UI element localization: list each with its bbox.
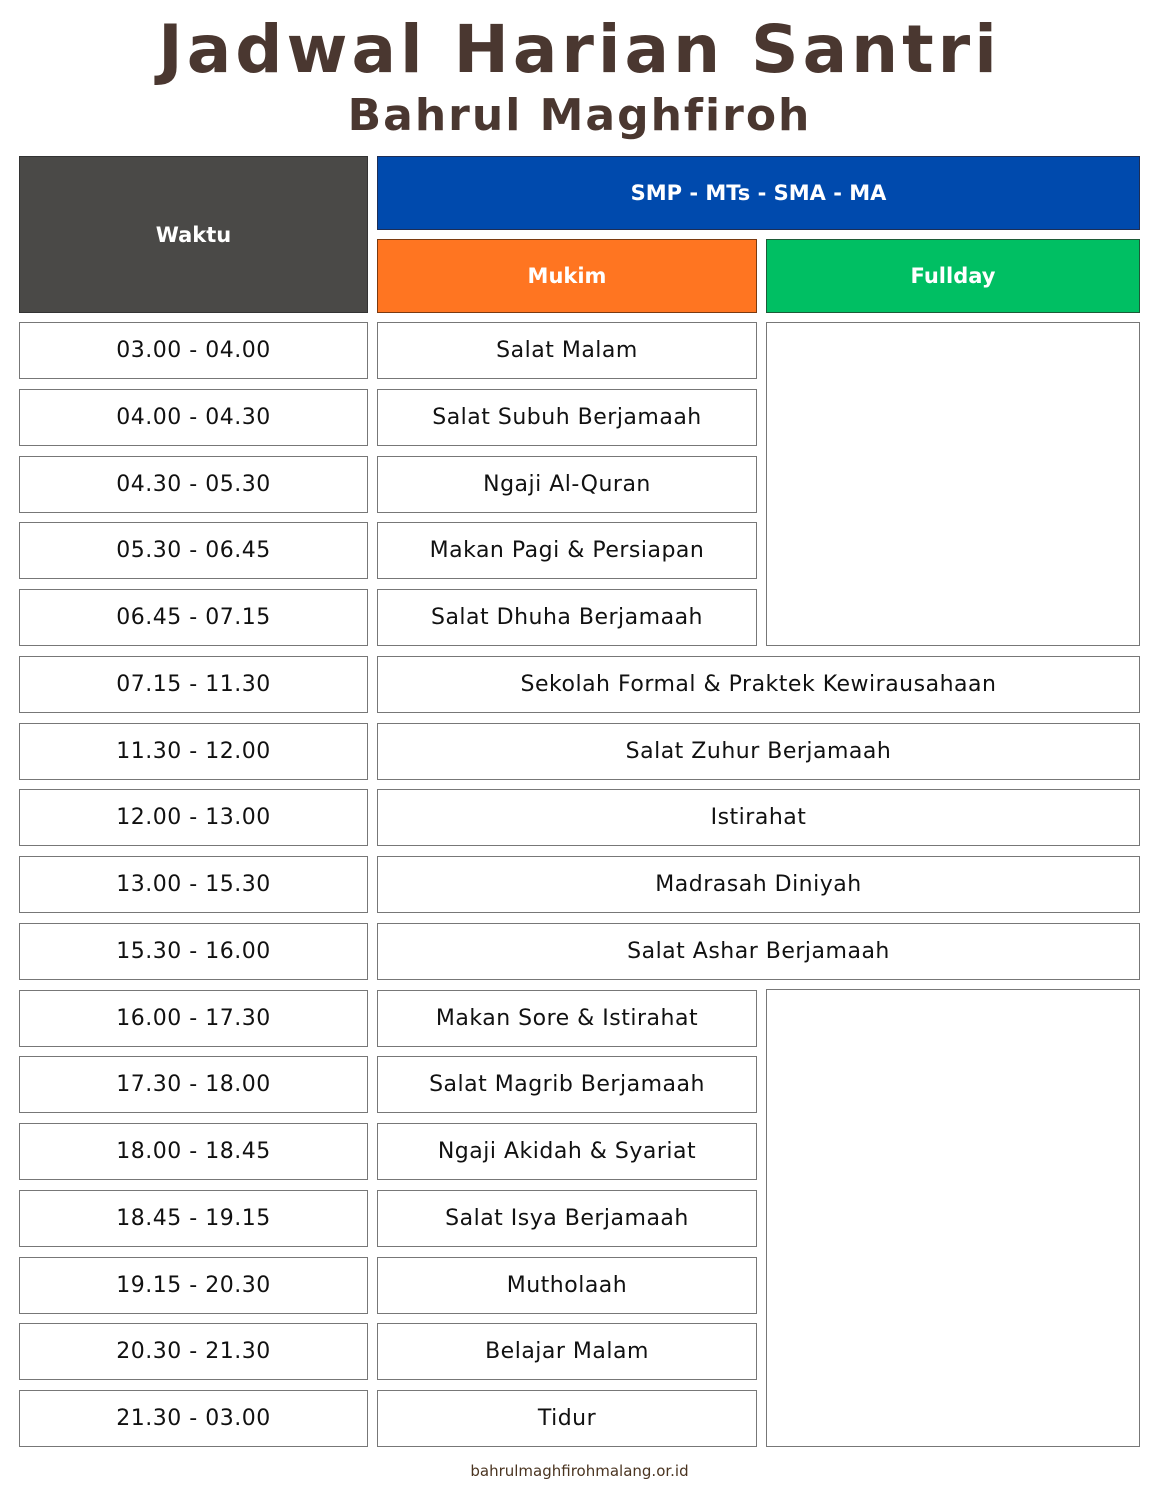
activity-cell-mukim: Belajar Malam (377, 1323, 757, 1380)
time-cell: 13.00 - 15.30 (19, 856, 368, 913)
time-cell: 20.30 - 21.30 (19, 1323, 368, 1380)
footer-website: bahrulmaghfirohmalang.or.id (470, 1462, 689, 1480)
time-cell: 19.15 - 20.30 (19, 1257, 368, 1314)
activity-cell-mukim: Salat Isya Berjamaah (377, 1190, 757, 1247)
time-cell: 15.30 - 16.00 (19, 923, 368, 980)
activity-cell-mukim: Ngaji Akidah & Syariat (377, 1123, 757, 1180)
mukim-column-header: Mukim (377, 239, 757, 313)
time-cell: 18.45 - 19.15 (19, 1190, 368, 1247)
fullday-empty-block-morning (766, 322, 1140, 646)
activity-cell-mukim: Salat Magrib Berjamaah (377, 1056, 757, 1113)
activity-cell-shared: Madrasah Diniyah (377, 856, 1140, 913)
time-cell: 11.30 - 12.00 (19, 723, 368, 780)
fullday-column-header: Fullday (766, 239, 1140, 313)
activity-cell-shared: Sekolah Formal & Praktek Kewirausahaan (377, 656, 1140, 713)
time-cell: 16.00 - 17.30 (19, 990, 368, 1047)
time-cell: 06.45 - 07.15 (19, 589, 368, 646)
time-cell: 03.00 - 04.00 (19, 322, 368, 379)
time-cell: 04.30 - 05.30 (19, 456, 368, 513)
school-level-header: SMP - MTs - SMA - MA (377, 156, 1140, 230)
activity-cell-mukim: Salat Malam (377, 322, 757, 379)
time-cell: 21.30 - 03.00 (19, 1390, 368, 1447)
activity-cell-shared: Salat Zuhur Berjamaah (377, 723, 1140, 780)
activity-cell-mukim: Ngaji Al-Quran (377, 456, 757, 513)
time-cell: 18.00 - 18.45 (19, 1123, 368, 1180)
time-cell: 12.00 - 13.00 (19, 789, 368, 846)
activity-cell-mukim: Tidur (377, 1390, 757, 1447)
activity-cell-shared: Istirahat (377, 789, 1140, 846)
activity-cell-mukim: Mutholaah (377, 1257, 757, 1314)
activity-cell-mukim: Makan Pagi & Persiapan (377, 522, 757, 579)
activity-cell-mukim: Salat Subuh Berjamaah (377, 389, 757, 446)
time-cell: 04.00 - 04.30 (19, 389, 368, 446)
time-cell: 05.30 - 06.45 (19, 522, 368, 579)
page-subtitle: Bahrul Maghfiroh (347, 90, 812, 141)
time-cell: 07.15 - 11.30 (19, 656, 368, 713)
time-cell: 17.30 - 18.00 (19, 1056, 368, 1113)
fullday-empty-block-evening (766, 989, 1140, 1447)
page-title: Jadwal Harian Santri (158, 11, 1001, 88)
activity-cell-mukim: Makan Sore & Istirahat (377, 990, 757, 1047)
activity-cell-shared: Salat Ashar Berjamaah (377, 923, 1140, 980)
time-column-header: Waktu (19, 156, 368, 313)
activity-cell-mukim: Salat Dhuha Berjamaah (377, 589, 757, 646)
